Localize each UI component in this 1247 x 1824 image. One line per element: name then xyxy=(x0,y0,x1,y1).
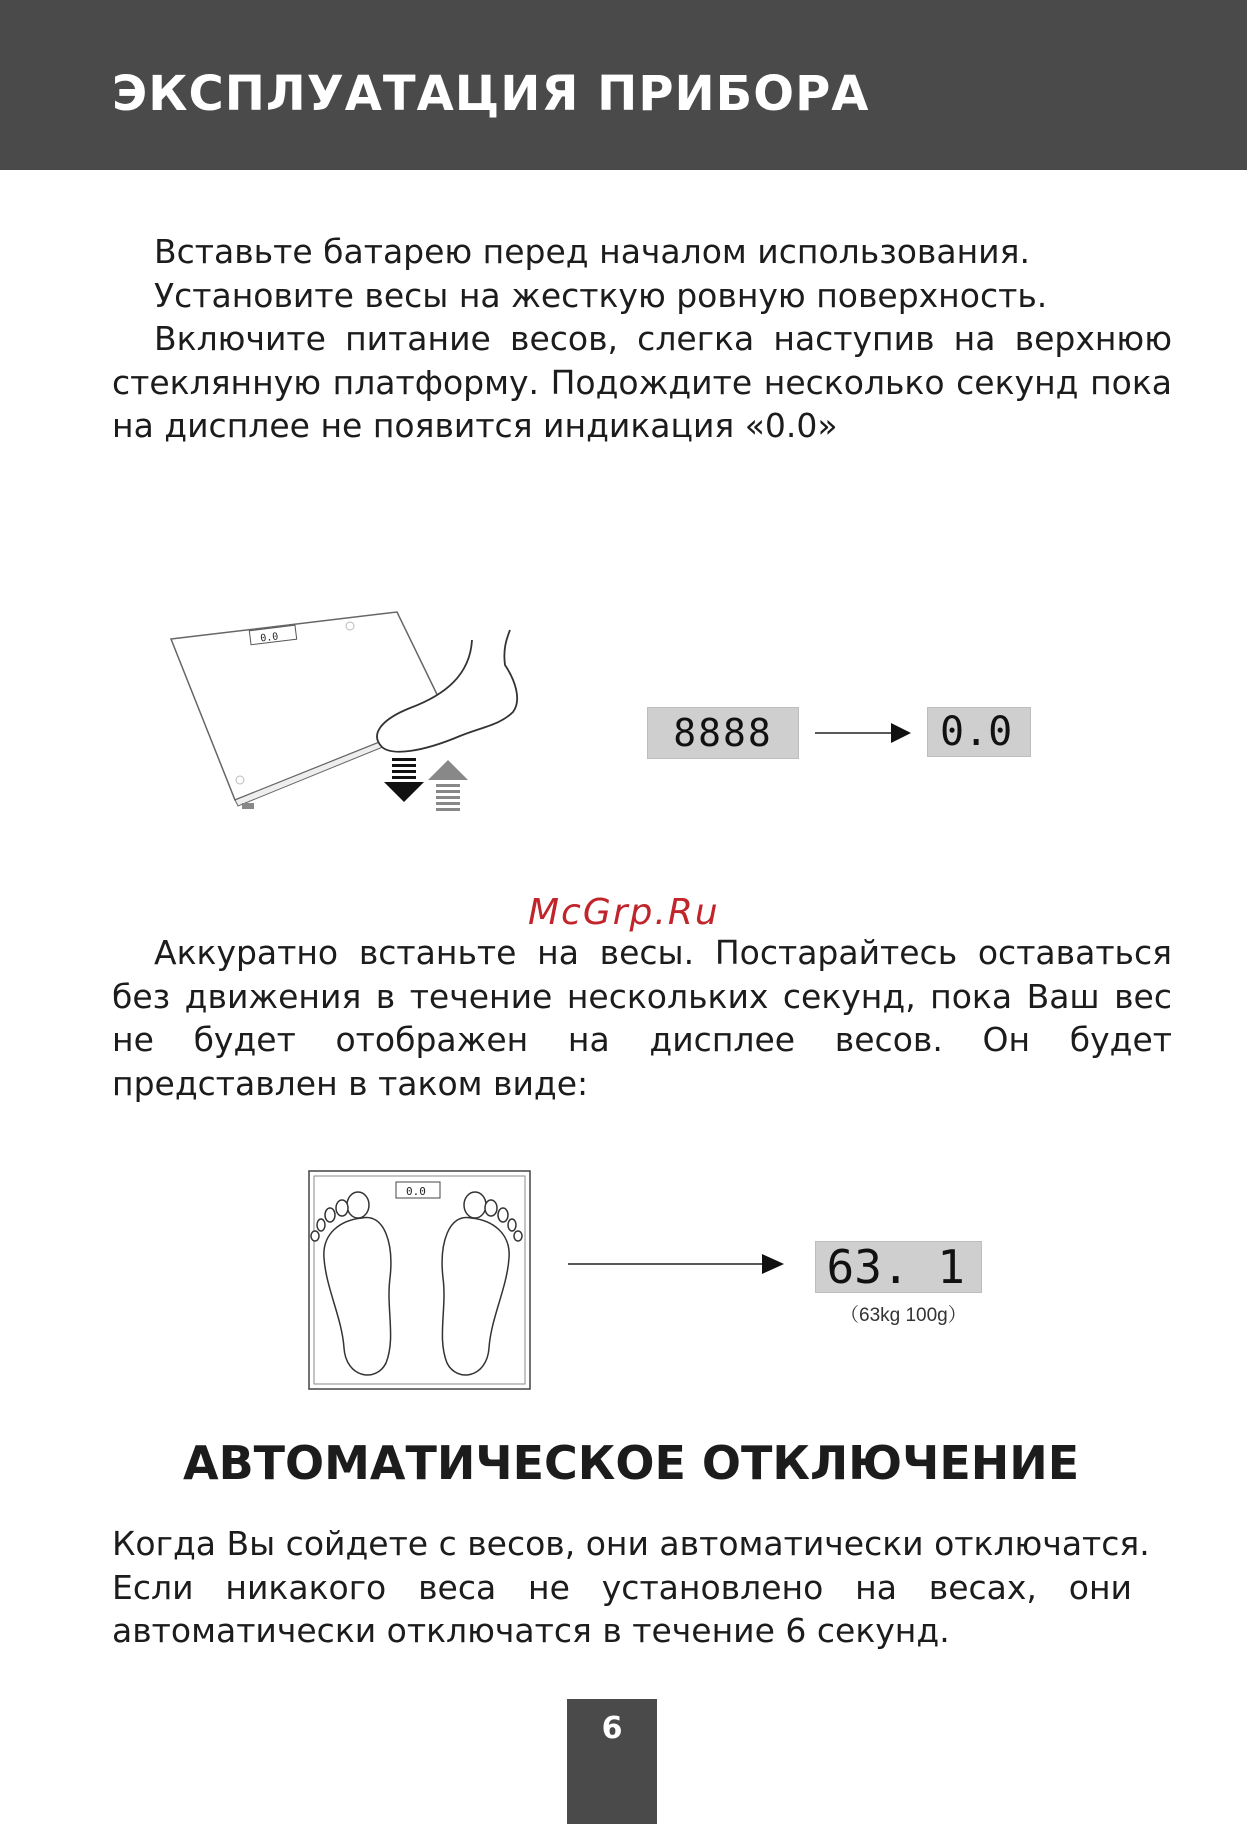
lcd-display-start: 8888 xyxy=(647,707,799,759)
page-number-tab xyxy=(567,1699,657,1824)
auto-off-title: АВТОМАТИЧЕСКОЕ ОТКЛЮЧЕНИЕ xyxy=(183,1436,1080,1490)
intro-line-power: Включите питание весов, слегка наступив на верхнюю стеклянную платформу. Подождите несколько секунд пока на дисплее не появится индикация «0.0» xyxy=(112,319,1172,445)
arrow-right-icon-2 xyxy=(568,1250,788,1278)
lcd-display-ready: 0.0 xyxy=(927,707,1031,757)
step2-text: Аккуратно встаньте на весы. Постарайтесь оставаться без движения в течение нескольких секунд, пока Ваш вес не будет отображен на дисплее весов. Он будет представлен в таком виде: xyxy=(112,933,1172,1103)
weight-note: （63kg 100g） xyxy=(840,1305,967,1326)
page-title: ЭКСПЛУАТАЦИЯ ПРИБОРА xyxy=(112,66,870,122)
press-down-arrow-icon xyxy=(384,758,424,802)
scale-top-mini-display-value: 0.0 xyxy=(406,1185,426,1198)
intro-line-surface: Установите весы на жесткую ровную поверхность. xyxy=(154,275,1048,315)
intro-line-battery: Вставьте батарею перед началом использования. xyxy=(154,232,1030,271)
scale-top-view-illustration xyxy=(306,1168,536,1394)
auto-off-instructions xyxy=(112,1522,1172,1653)
watermark: McGrp.Ru xyxy=(528,892,720,933)
lcd-display-weight: 63. 1 xyxy=(815,1241,982,1293)
intro-instructions xyxy=(112,230,1172,448)
scale-foot-left xyxy=(242,803,254,809)
page-header xyxy=(0,0,1247,170)
page-number: 6 xyxy=(601,1711,623,1746)
scale-step-illustration xyxy=(160,600,560,830)
arrow-right-icon xyxy=(815,719,915,747)
release-up-arrow-icon xyxy=(428,760,468,811)
auto-off-line-2: Если никакого веса не установлено на весах, они автоматически отключатся в течение 6 секунд. xyxy=(112,1567,1132,1650)
step2-instructions xyxy=(112,931,1172,1105)
auto-off-line-1: Когда Вы сойдете с весов, они автоматически отключатся. xyxy=(112,1524,1150,1563)
scale-mini-display-value: 0.0 xyxy=(259,631,279,645)
